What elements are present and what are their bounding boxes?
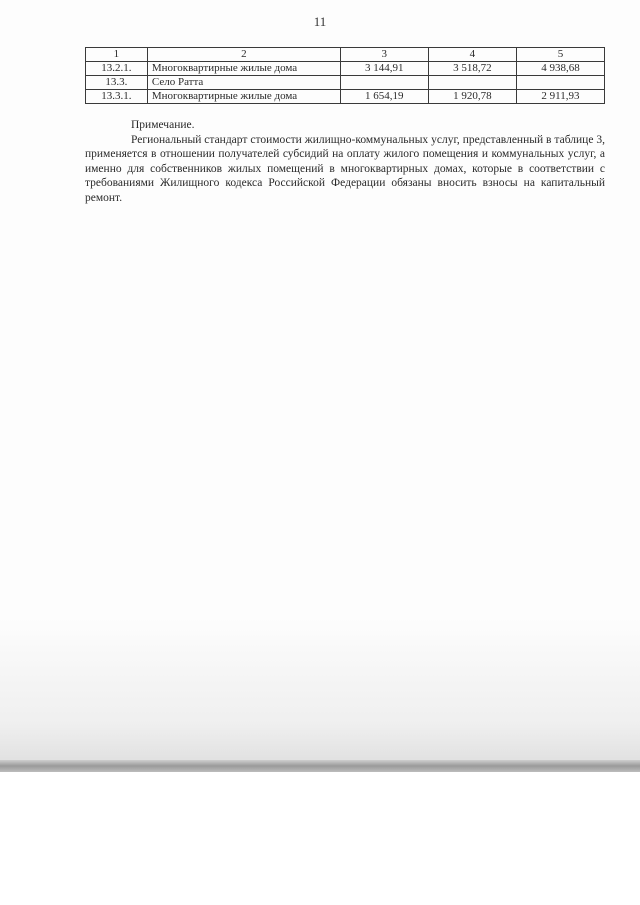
row-value: 1 920,78: [428, 90, 516, 104]
row-number: 13.3.1.: [86, 90, 148, 104]
row-name: Многоквартирные жилые дома: [147, 90, 340, 104]
row-value: [340, 76, 428, 90]
header-cell: 2: [147, 48, 340, 62]
header-cell: 4: [428, 48, 516, 62]
row-value: 3 144,91: [340, 62, 428, 76]
table-row: [86, 62, 605, 76]
page-edge-shadow: [0, 760, 640, 772]
row-number: 13.2.1.: [86, 62, 148, 76]
table-row: [86, 76, 605, 90]
row-value: [428, 76, 516, 90]
note-text: Региональный стандарт стоимости жилищно-коммунальных услуг, представленный в таблице 3, применяется в отношении получателей субсидий на оплату жилого помещения и коммунальных услуг, а именно для собственников жилых помещений в многоквартирных домах, которые в соответствии с требованиями Жилищного кодекса Российской Федерации обязаны вносить взносы на капитальный ремонт.: [85, 133, 605, 204]
note-title: Примечание.: [131, 119, 195, 131]
page-number: 11: [313, 14, 327, 29]
cost-standard-table: [85, 47, 605, 104]
row-value: 2 911,93: [516, 90, 604, 104]
row-value: 1 654,19: [340, 90, 428, 104]
header-cell: 1: [86, 48, 148, 62]
row-name: Село Ратта: [147, 76, 340, 90]
row-value: 4 938,68: [516, 62, 604, 76]
row-name: Многоквартирные жилые дома: [147, 62, 340, 76]
row-value: 3 518,72: [428, 62, 516, 76]
table-header-row: [86, 48, 605, 62]
row-number: 13.3.: [86, 76, 148, 90]
table-row: [86, 90, 605, 104]
note-block: [85, 118, 605, 205]
header-cell: 3: [340, 48, 428, 62]
row-value: [516, 76, 604, 90]
header-cell: 5: [516, 48, 604, 62]
